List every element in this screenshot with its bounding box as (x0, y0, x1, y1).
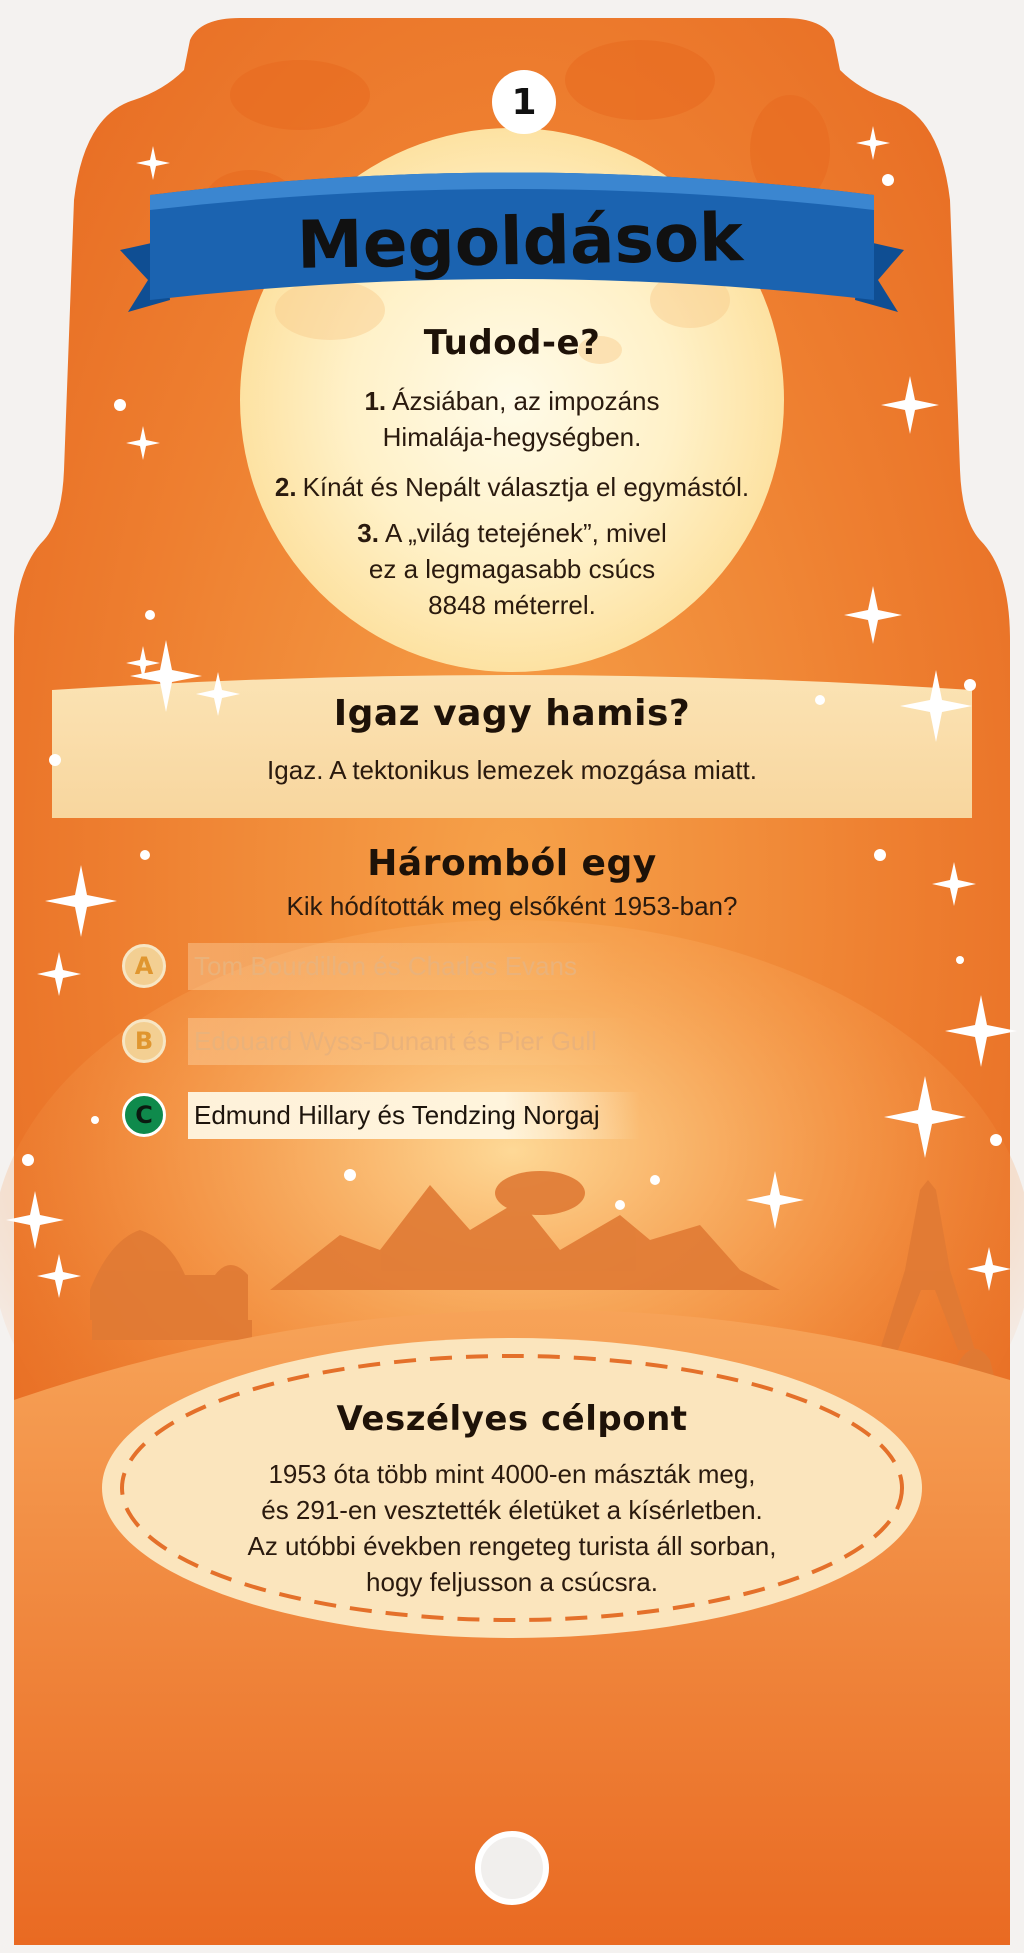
veszelyes-line-3: Az utóbbi években rengeteg turista áll sorban, (247, 1531, 777, 1561)
option-a[interactable] (122, 941, 617, 991)
veszelyes-line-4: hogy feljusson a csúcsra. (366, 1567, 658, 1597)
option-b-badge: B (122, 1019, 166, 1063)
tudod-item-1 (262, 383, 762, 455)
option-c-badge: C (122, 1093, 166, 1137)
tudod-item-3-line-2: ez a legmagasabb csúcs (368, 554, 656, 584)
option-b-text: Edouard Wyss-Dunant és Pier Gull (188, 1018, 637, 1065)
option-c[interactable] (122, 1090, 640, 1140)
option-a-badge: A (122, 944, 166, 988)
tudod-item-2-line-1: Kínát és Nepált választja el egymástól. (302, 472, 750, 502)
veszelyes-line-1: 1953 óta több mint 4000-en mászták meg, (268, 1459, 756, 1489)
tudod-item-1-number: 1. (364, 386, 387, 416)
option-c-text: Edmund Hillary és Tendzing Norgaj (188, 1092, 640, 1139)
page-number-badge (492, 70, 556, 134)
page-title: Megoldások (296, 199, 744, 284)
tudod-item-2 (212, 469, 812, 505)
option-a-text: Tom Bourdillon és Charles Evans (188, 943, 617, 990)
harombol-heading: Háromból egy (367, 843, 657, 884)
igaz-heading: Igaz vagy hamis? (333, 693, 691, 734)
tudod-item-3-number: 3. (357, 518, 379, 548)
tudod-item-1-line-2: Himalája-hegységben. (382, 422, 642, 452)
veszelyes-body (172, 1456, 852, 1600)
harombol-question: Kik hódították meg elsőként 1953-ban? (286, 891, 738, 921)
option-b[interactable] (122, 1016, 637, 1066)
tudod-item-3-line-1: A „világ tetejének”, mivel (384, 518, 667, 548)
veszelyes-heading: Veszélyes célpont (336, 1399, 688, 1439)
page-number: 1 (511, 81, 537, 123)
tudod-heading: Tudod-e? (423, 323, 601, 363)
hang-hole (478, 1834, 546, 1902)
tudod-item-1-line-1: Ázsiában, az impozáns (392, 386, 660, 416)
tudod-item-3-line-3: 8848 méterrel. (428, 590, 596, 620)
tudod-item-3 (262, 515, 762, 623)
veszelyes-line-2: és 291-en vesztették életüket a kísérletben. (261, 1495, 763, 1525)
tudod-item-2-number: 2. (274, 472, 297, 502)
igaz-answer: Igaz. A tektonikus lemezek mozgása miatt. (267, 755, 757, 785)
